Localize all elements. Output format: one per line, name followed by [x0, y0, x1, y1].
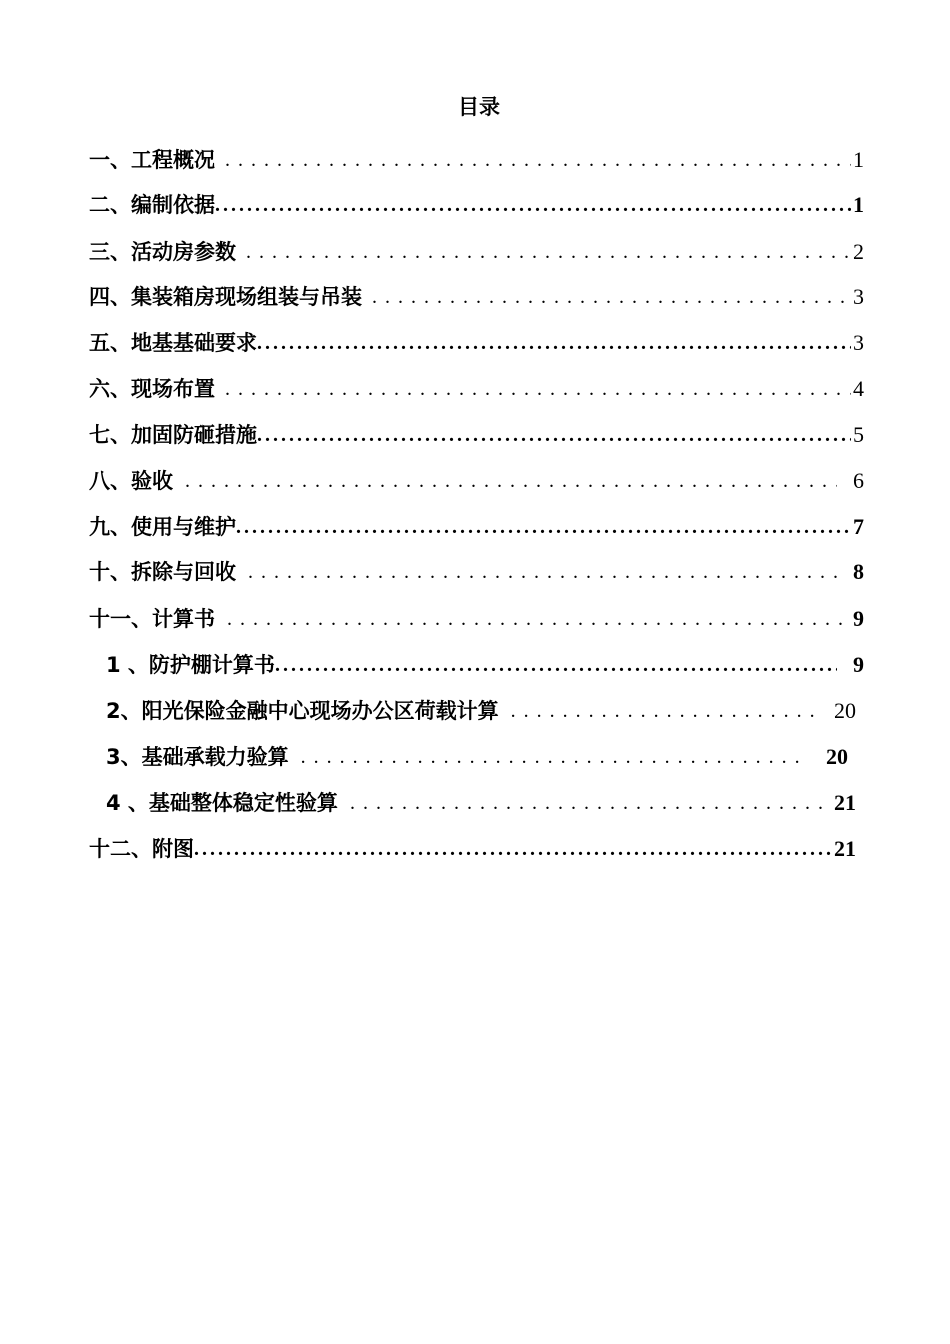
toc-entry-page: 4: [853, 376, 864, 401]
toc-entry[interactable]: [89, 374, 864, 404]
toc-leader-dots: [194, 834, 832, 864]
toc-leader-dots: [225, 145, 851, 175]
toc-title: 目录: [458, 95, 500, 119]
toc-entry-page: 5: [853, 422, 864, 447]
toc-entry[interactable]: [89, 512, 864, 542]
toc-leader-dots: [257, 328, 851, 358]
toc-entry-label: 九、使用与维护: [89, 515, 236, 539]
toc-entry-label: 四、集装箱房现场组装与吊装: [89, 285, 362, 309]
toc-entry-label: 六、现场布置: [89, 377, 215, 401]
toc-entry-label: 一、工程概况: [89, 148, 215, 172]
toc-entry-label: 十、拆除与回收: [89, 560, 236, 584]
toc-entry-label: 1 、防护棚计算书: [106, 653, 275, 677]
toc-entry-page: 3: [853, 330, 864, 355]
toc-leader-dots: [248, 557, 837, 587]
toc-entry[interactable]: [89, 420, 864, 450]
toc-leader-dots: [275, 650, 837, 680]
toc-entry-page: 2: [853, 239, 864, 264]
toc-entry-label: 二、编制依据: [89, 193, 215, 217]
toc-entry-label: 2、阳光保险金融中心现场办公区荷载计算: [106, 699, 499, 723]
toc-entry[interactable]: [106, 788, 856, 818]
toc-entry[interactable]: [89, 237, 864, 267]
toc-entry[interactable]: [106, 742, 848, 772]
toc-entry-page: 1: [853, 192, 864, 217]
toc-entry-label: 七、加固防砸措施: [89, 423, 257, 447]
toc-leader-dots: [246, 237, 851, 267]
toc-leader-dots: [185, 466, 837, 496]
toc-entry-page: 1: [853, 147, 864, 172]
toc-leader-dots: [257, 420, 851, 450]
toc-leader-dots: [350, 788, 832, 818]
toc-entry-page: 8: [853, 559, 864, 584]
toc-entry-page: 3: [853, 284, 864, 309]
toc-entry-label: 三、活动房参数: [89, 240, 236, 264]
toc-entry[interactable]: [89, 604, 864, 634]
toc-entry[interactable]: [89, 328, 864, 358]
toc-leader-dots: [225, 374, 851, 404]
toc-entry-page: 9: [853, 652, 864, 677]
toc-leader-dots: [301, 742, 808, 772]
toc-leader-dots: [236, 512, 851, 542]
toc-entry-label: 十一、计算书: [89, 607, 215, 631]
toc-entry-page: 21: [834, 790, 856, 815]
toc-entry[interactable]: [89, 834, 856, 864]
toc-entry-page: 9: [853, 606, 864, 631]
toc-entry[interactable]: [89, 557, 864, 587]
toc-entry[interactable]: [89, 190, 864, 220]
toc-entry-page: 21: [834, 836, 856, 861]
toc-entry-page: 7: [853, 514, 864, 539]
toc-entry[interactable]: [89, 145, 864, 175]
toc-entry[interactable]: [106, 696, 856, 726]
toc-entry[interactable]: [106, 650, 864, 680]
toc-leader-dots: [215, 190, 851, 220]
toc-entry-label: 八、验收: [89, 469, 173, 493]
toc-entry-label: 五、地基基础要求: [89, 331, 257, 355]
toc-entry-label: 3、基础承载力验算: [106, 745, 289, 769]
toc-leader-dots: [227, 604, 851, 634]
toc-entry-page: 20: [826, 744, 848, 769]
toc-entry[interactable]: [89, 282, 864, 312]
toc-leader-dots: [511, 696, 816, 726]
toc-leader-dots: [372, 282, 851, 312]
toc-entry-label: 十二、附图: [89, 837, 194, 861]
toc-entry[interactable]: [89, 466, 864, 496]
toc-entry-page: 20: [834, 698, 856, 723]
toc-entry-page: 6: [853, 468, 864, 493]
toc-entry-label: 4 、基础整体稳定性验算: [106, 791, 338, 815]
